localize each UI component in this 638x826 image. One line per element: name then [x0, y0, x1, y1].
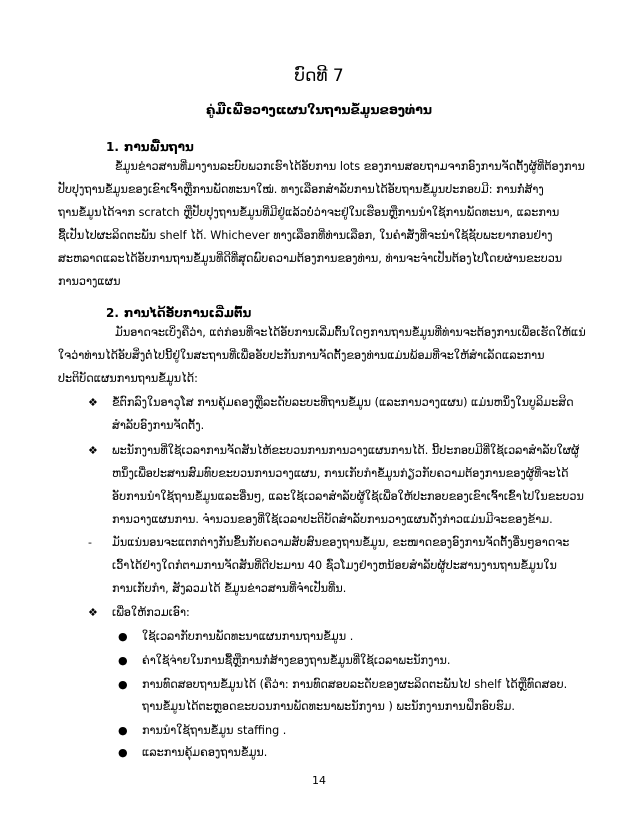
section1-line: ປັບປຸງຖານຂໍ້ມູນຂອງເຂົາເຈົ້າຫຼືການພັດທະນາໃໝ່. ທາງເລືອກສໍາລັບການໄດ້ອັບຖານຂໍ້ມູນປະກອບມີ: ການກໍ່ສ້າງ [58, 183, 544, 196]
dot-item-line: ໃຊ້ເວລາກັບການພັດທະນາແຜນການຖານຂໍ້ມູນ . [142, 630, 354, 643]
diamond-bullet-icon: ❖ [88, 606, 98, 619]
section1-line: ສະຫລາດແລະໄດ້ອັບການຖານຂໍ້ມູນທີ່ດີທີ່ສຸດພົບຄວາມຕ້ອງການຂອງທ່ານ, ທ່ານຈະຈໍາເປັນຕ້ອງໄປໂດຍຜ່ານຂະບວນ [58, 252, 563, 265]
page-number: 14 [312, 774, 326, 787]
dash-item-line: ການເກັບກໍາ, ສັງລວມໄດ້ ຂໍ້ມູນຂ່າວສານທີ່ຈໍາເປັນທີ່ນ. [112, 582, 347, 595]
diamond-item-line: ຂໍ້ຕົກລົງໃນອາວຸໂສ ການຄຸ້ມຄອງຫຼືລະດັບລະບະທີ່ຖານຂໍ້ມູນ (ແລະການວາງແຜນ) ແມ່ນຫນຶ່ງໃນບູລິມະສິດ [112, 396, 574, 409]
section1-line: ຖານຂໍ້ມູນໄດ້ຈາກ scratch ຫຼືປັບປຸງຖານຂໍ້ມູນທີ່ມີຢູ່ແລ້ວບໍ່ວ່າຈະຢູ່ໃນເຮືອນຫຼືການນໍາໃຊ້ການພັດທະນາ, ແລະການ [58, 206, 560, 219]
section1-line: ການວາງແຜນ [58, 275, 121, 288]
section1-title: ການພື້ນຖານ [124, 140, 194, 154]
chapter-title: ບົດທີ 7 [294, 66, 344, 86]
dot-bullet-icon: ● [118, 654, 128, 667]
dot-bullet-icon: ● [118, 724, 128, 737]
diamond-bullet-icon: ❖ [88, 396, 98, 409]
dot-item-line: ຖານຂໍ້ມູນໄດ້ຕະຫຼອດຂະບວນການພັດທະນາພະນັກງານ ) ພະນັກງານການຝຶກອົບຮົມ. [142, 700, 515, 713]
section2-intro-line: ປະຕິບັດແຜນການຖານຂໍ້ມູນໄດ້: [58, 372, 198, 385]
section2-intro-line: ມັນອາດຈະເບິ່ງຄືວ່າ, ແຕ່ກ່ອນທີ່ຈະໄດ້ອັບການເລີ່ມຕົ້ນໃດໆການຖານຂໍ້ມູນທີ່ທ່ານຈະຕ້ອງການເພື່ອເຮັດໃຫ້ແນ່ [115, 326, 586, 339]
dash-item-line: ເວົ້າໄດ້ຢ່າງໃດກໍຕາມການຈັດສັນທີ່ດີປະມານ 40 ຊົ່ວໂມງຢ່າງຫນ້ອຍສໍາລັບຜູ້ປະສານງານຖານຂໍ້ມູນໃນ [112, 559, 557, 572]
include-label: ເພື່ອໃຫ້ກວມເອົາ: [112, 606, 190, 619]
diamond-item-line: ຫນຶ່ງເພື່ອປະສານສົມທົບຂະບວນການວາງແຜນ, ການເກັບກໍາຂໍ້ມູນກ່ຽວກັບຄວາມຕ້ອງການຂອງຜູ້ທີ່ຈະໄດ້ [112, 467, 569, 480]
section2-title: ການໄດ້ອັບການເລີ່ມຕົ້ນ [124, 306, 252, 320]
dot-item-line: ຄ່າໃຊ້ຈ່າຍໃນການຊື້ຫຼືການກໍ່ສ້າງຂອງຖານຂໍ້ມູນທີ່ໃຊ້ເວລາພະນັກງານ. [142, 654, 451, 667]
dot-item-line: ແລະການຄຸ້ມຄອງຖານຂໍ້ມູນ. [142, 746, 268, 759]
dot-item-line: ການທົດສອບຖານຂໍ້ມູນໄດ້ (ຄືວ່າ: ການທົດສອບລະດັບຂອງຜະລິດຕະພັນໄປ shelf ໄດ້ຫຼືທົດສອບ. [142, 678, 568, 691]
diamond-item-line: ການວາງແຜນການ. ຈໍານວນຂອງທີ່ໃຊ້ເວລາປະຕິບັດສໍາລັບການວາງແຜນດັ່ງກ່າວແມ່ນມີຈະຂອງຂ້າມ. [112, 513, 553, 526]
page-subtitle: ຄູ່ມືເພື່ອວາງແຜນໃນຖານຂໍ້ມູນຂອງທ່ານ [206, 102, 432, 117]
diamond-item-line: ສໍາລັບອົງການຈັດຕັ້ງ. [112, 419, 205, 432]
dot-bullet-icon: ● [118, 630, 128, 643]
section1-number: 1. [106, 140, 119, 154]
section2-intro-line: ໃຈວ່າທ່ານໄດ້ອັບສິ່ງຕໍ່ໄປນີ້ຢູ່ໃນສະຖານທີ່ເພື່ອອັບປະກັນການຈັດຕັ້ງຂອງທ່ານແມ່ນພ້ອມທີ່ຈະໃຫ້ສໍາເລັດແລະການ [58, 349, 545, 362]
diamond-item-line: ພະນັກງານທີ່ໃຊ້ເວລາການຈັດສັນໄຫ້ຂະບວນການການວາງແຜນການໄດ້. ນີ້ປະກອບມີທີ່ໃຊ້ເວລາສໍາລັບໃຜຜູ້ [112, 444, 580, 457]
dot-bullet-icon: ● [118, 678, 128, 691]
dash-item-line: ມັນແນ່ນອນຈະແຕກຕ່າງກັນຂຶ້ນກັບຄວາມສັບສົນຂອງຖານຂໍ້ມູນ, ຂະໜາດຂອງອົງການຈັດຕັ້ງອື່ນໆອາດຈະ [112, 536, 570, 549]
section1-line: ຊື້ເປັນໄປຜະລິດຕະພັນ shelf ໄດ້. Whichever ທາງເລືອກທີ່ທ່ານເລືອກ, ໃນຄໍາສັ່ງທີ່ຈະນໍາໃຊ້ຊັບພະຍາກອນຢ່າງ [58, 229, 553, 242]
dot-item-line: ການນໍາໃຊ້ຖານຂໍ້ມູນ staffing . [142, 724, 287, 737]
section2-number: 2. [106, 306, 119, 320]
diamond-item-line: ອັບການນໍາໃຊ້ຖານຂໍ້ມູນແລະອື່ນໆ, ແລະໃຊ້ເວລາສໍາລັບຜູ້ໃຊ້ເພື່ອໃຫ້ປະກອບຂອງເຂົາເຈົ້າເຂົ້າໄປໃນຂະບວນ [112, 490, 584, 503]
dash-bullet: - [88, 536, 92, 549]
diamond-bullet-icon: ❖ [88, 444, 98, 457]
section1-line: ຂໍ້ມູນຂ່າວສານທີ່ມາງານລະບົບພວກເຮົາໄດ້ອັບການ lots ຂອງການສອບຖາມຈາກອົງການຈັດຕັ້ງຜູ້ທີ່ຕ້ອງການ [115, 160, 585, 173]
dot-bullet-icon: ● [118, 746, 128, 759]
